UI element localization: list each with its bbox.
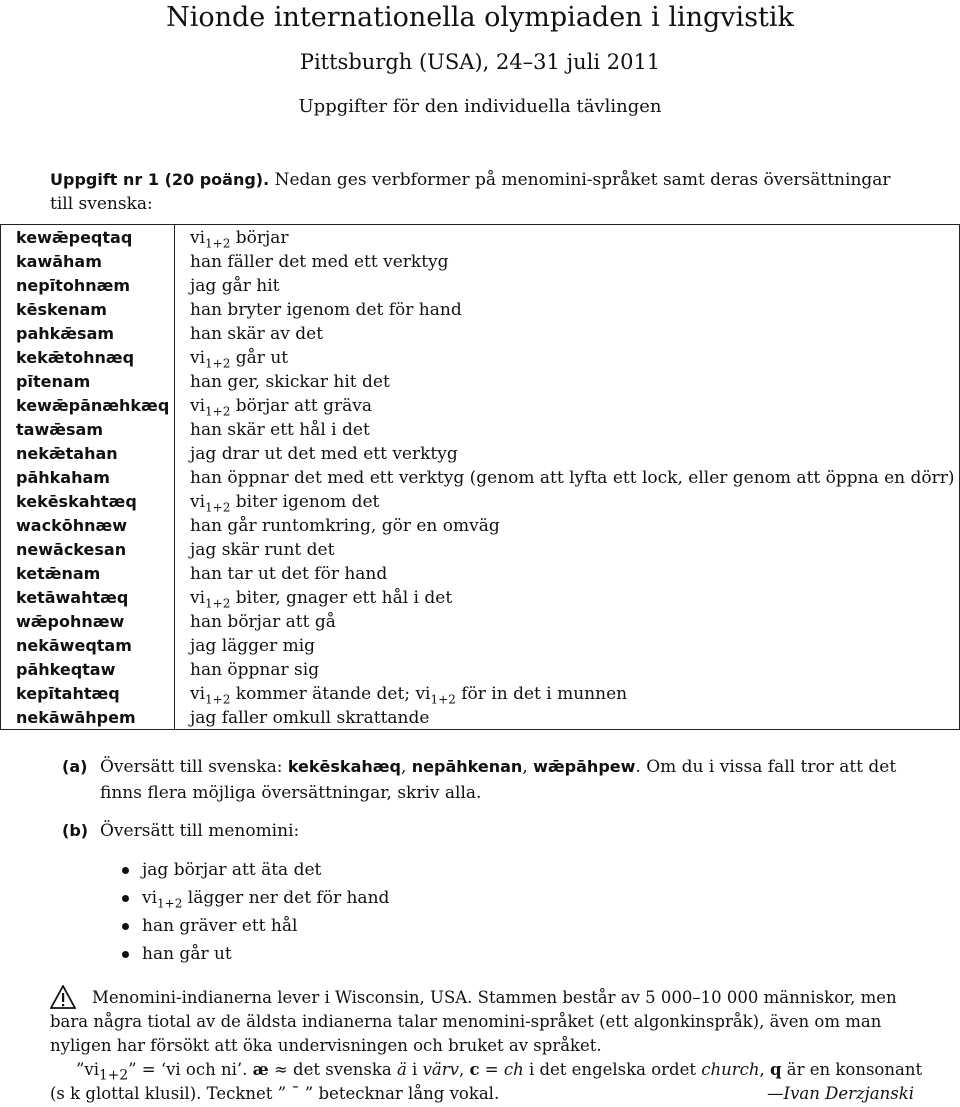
- gloss-text: han fäller det med ett verktyg: [190, 252, 449, 272]
- menomini-word: kekēskahtæq: [16, 492, 137, 511]
- task-intro-line2: till svenska:: [50, 194, 153, 214]
- swedish-translation: [190, 322, 323, 346]
- item-text: han går ut: [142, 944, 232, 964]
- question-a-word-1: kekēskahæq: [287, 757, 401, 776]
- note-text-h: ,: [759, 1060, 770, 1079]
- menomini-word: nekāweqtam: [16, 636, 132, 655]
- page-title: Nionde internationella olympiaden i lingvistik: [166, 2, 794, 33]
- gloss-text: jag lägger mig: [190, 636, 316, 656]
- note-q-symbol: q: [770, 1060, 782, 1079]
- list-item-text: [142, 942, 232, 966]
- note-quote-open: ”vi: [76, 1060, 100, 1079]
- swedish-translation: [190, 250, 449, 274]
- question-a-separator-1: ,: [400, 757, 412, 777]
- table-row: [0, 586, 960, 610]
- swedish-translation: [190, 634, 315, 658]
- table-row: [0, 274, 960, 298]
- item-text: jag börjar att äta det: [142, 860, 322, 880]
- note-ch: ch: [503, 1060, 524, 1079]
- gloss-text: han öppnar det med ett verktyg (genom att lyfta ett lock, eller genom att öppna en dörr): [190, 468, 955, 488]
- swedish-translation: [190, 562, 387, 586]
- table-row: [0, 370, 960, 394]
- author-signature: [767, 1082, 914, 1106]
- menomini-word: kawāham: [16, 252, 102, 271]
- item-text: lägger ner det för hand: [182, 888, 390, 908]
- table-row: [0, 538, 960, 562]
- menomini-word: wackōhnæw: [16, 516, 128, 535]
- swedish-translation: [190, 706, 429, 730]
- gloss-text: för in det i munnen: [455, 684, 628, 704]
- task-label: Uppgift nr 1 (20 poäng).: [50, 170, 270, 189]
- table-row: [0, 610, 960, 634]
- note-ae-symbol: æ: [252, 1060, 269, 1079]
- gloss-text: jag drar ut det med ett verktyg: [190, 444, 458, 464]
- subscript: 1+2: [157, 896, 183, 911]
- bullet-icon: [122, 867, 129, 874]
- menomini-word: nekǣtahan: [16, 444, 118, 463]
- menomini-word: pāhkaham: [16, 468, 110, 487]
- note-line1: Menomini-indianerna lever i Wisconsin, USA. Stammen består av 5 000–10 000 människor, men: [92, 988, 897, 1007]
- gloss-text: han börjar att gå: [190, 612, 336, 632]
- subscript: 1+2: [205, 236, 231, 251]
- menomini-word: pahkǣsam: [16, 324, 115, 343]
- gloss-text: han bryter igenom det för hand: [190, 300, 462, 320]
- list-item-text: [142, 858, 321, 882]
- table-row: [0, 250, 960, 274]
- gloss-text: jag faller omkull skrattande: [190, 708, 430, 728]
- note-line5: (s k glottal klusil). Tecknet ” ¯ ” betecknar lång vokal.: [50, 1084, 500, 1103]
- swedish-translation: [190, 298, 462, 322]
- table-row: [0, 514, 960, 538]
- menomini-word: kepītahtæq: [16, 684, 120, 703]
- menomini-word: ketǣnam: [16, 564, 101, 583]
- gloss-text: vi: [190, 588, 206, 608]
- gloss-text: han skär ett hål i det: [190, 420, 370, 440]
- bullet-icon: [122, 895, 129, 902]
- table-row: [0, 418, 960, 442]
- table-row: [0, 562, 960, 586]
- note-text-g: i det engelska ordet: [523, 1060, 702, 1079]
- table-row: [0, 298, 960, 322]
- menomini-word: kewǣpānæhkæq: [16, 396, 170, 415]
- note-text-i: är en konsonant: [781, 1060, 923, 1079]
- item-text: vi: [142, 888, 158, 908]
- task-intro-line1: Nedan ges verbformer på menomini-språket samt deras översättningar: [274, 170, 891, 190]
- gloss-text: jag skär runt det: [190, 540, 335, 560]
- page-subtitle: Uppgifter för den individuella tävlingen: [298, 96, 662, 117]
- menomini-word: pītenam: [16, 372, 91, 391]
- gloss-text: han tar ut det för hand: [190, 564, 388, 584]
- table-row: [0, 634, 960, 658]
- question-a-prompt: Översätt till svenska:: [100, 757, 288, 777]
- task-intro: [50, 168, 930, 192]
- gloss-text: han ger, skickar hit det: [190, 372, 390, 392]
- note-text-e: ,: [458, 1060, 470, 1079]
- gloss-text: jag går hit: [190, 276, 280, 296]
- vocabulary-table: [0, 224, 960, 730]
- question-a-text: [100, 754, 930, 806]
- note-c-symbol: c: [469, 1060, 480, 1079]
- list-item-text: [142, 914, 297, 938]
- question-a-prompt-tail: . Om du i vissa fall tror att det: [635, 757, 897, 777]
- gloss-text: vi: [190, 396, 206, 416]
- menomini-word: newāckesan: [16, 540, 127, 559]
- table-top-border: [0, 224, 960, 225]
- gloss-text: vi: [190, 348, 206, 368]
- gloss-text: han skär av det: [190, 324, 324, 344]
- note-gloss: ” = ‘vi och ni’.: [128, 1060, 253, 1079]
- note-a-umlaut: ä: [396, 1060, 407, 1079]
- question-b-marker: (b): [62, 821, 89, 840]
- subscript: 1+2: [205, 404, 231, 419]
- gloss-text: han öppnar sig: [190, 660, 320, 680]
- gloss-text: kommer ätande det; vi: [230, 684, 431, 704]
- note-church: church: [701, 1060, 760, 1079]
- swedish-translation: [190, 466, 955, 490]
- table-row: [0, 658, 960, 682]
- gloss-text: vi: [190, 228, 206, 248]
- question-a-marker: (a): [62, 757, 88, 776]
- swedish-translation: [190, 514, 500, 538]
- gloss-text: biter igenom det: [230, 492, 380, 512]
- subscript: 1+2: [205, 500, 231, 515]
- swedish-translation: [190, 538, 334, 562]
- list-item-text: [142, 886, 389, 915]
- subscript: 1+2: [205, 692, 231, 707]
- question-a-word-2: nepāhkenan: [411, 757, 523, 776]
- table-row: [0, 682, 960, 706]
- subscript: 1+2: [430, 692, 456, 707]
- bullet-icon: [122, 951, 129, 958]
- gloss-text: vi: [190, 684, 206, 704]
- menomini-word: kekǣtohnæq: [16, 348, 135, 367]
- swedish-translation: [190, 370, 390, 394]
- gloss-text: han går runtomkring, gör en omväg: [190, 516, 500, 536]
- note-varv: värv: [422, 1060, 459, 1079]
- bullet-icon: [122, 923, 129, 930]
- gloss-text: biter, gnager ett hål i det: [230, 588, 453, 608]
- swedish-translation: [190, 274, 279, 298]
- subscript: 1+2: [205, 356, 231, 371]
- table-row: [0, 490, 960, 514]
- note-line3: nyligen har försökt att öka undervisningen och bruket av språket.: [50, 1036, 602, 1055]
- menomini-word: pāhkeqtaw: [16, 660, 116, 679]
- question-a-separator-2: ,: [522, 757, 534, 777]
- warning-icon: [50, 985, 76, 1009]
- swedish-translation: [190, 418, 370, 442]
- menomini-word: nepītohnæm: [16, 276, 131, 295]
- location-date: Pittsburgh (USA), 24–31 juli 2011: [299, 50, 661, 74]
- menomini-word: kewǣpeqtaq: [16, 228, 133, 247]
- menomini-word: wǣpohnæw: [16, 612, 125, 631]
- table-row: [0, 442, 960, 466]
- menomini-word: kēskenam: [16, 300, 107, 319]
- note-subscript: 1+2: [99, 1067, 129, 1084]
- table-row: [0, 322, 960, 346]
- menomini-word: nekāwāhpem: [16, 708, 136, 727]
- menomini-word: ketāwahtæq: [16, 588, 129, 607]
- subscript: 1+2: [205, 596, 231, 611]
- gloss-text: går ut: [230, 348, 289, 368]
- table-row: [0, 226, 960, 250]
- table-row: [0, 466, 960, 490]
- table-row: [0, 706, 960, 730]
- gloss-text: vi: [190, 492, 206, 512]
- table-row: [0, 394, 960, 418]
- swedish-translation: [190, 658, 319, 682]
- question-a-line2: finns flera möjliga översättningar, skriv alla.: [100, 783, 482, 803]
- question-a-word-3: wǣpāhpew: [533, 757, 636, 776]
- gloss-text: börjar att gräva: [230, 396, 373, 416]
- item-text: han gräver ett hål: [142, 916, 298, 936]
- author-name: —Ivan Derzjanski: [767, 1084, 914, 1103]
- swedish-translation: [190, 442, 458, 466]
- gloss-text: börjar: [230, 228, 289, 248]
- note-text-d: i: [406, 1060, 423, 1079]
- menomini-word: tawǣsam: [16, 420, 103, 439]
- swedish-translation: [190, 610, 336, 634]
- note-text-c: ≈ det svenska: [268, 1060, 397, 1079]
- note-text-f: =: [479, 1060, 504, 1079]
- question-b-text: Översätt till menomini:: [100, 821, 300, 841]
- note-line2: bara några tiotal av de äldsta indianerna talar menomini-språket (ett algonkinspråk), även om man: [50, 1012, 882, 1031]
- table-row: [0, 346, 960, 370]
